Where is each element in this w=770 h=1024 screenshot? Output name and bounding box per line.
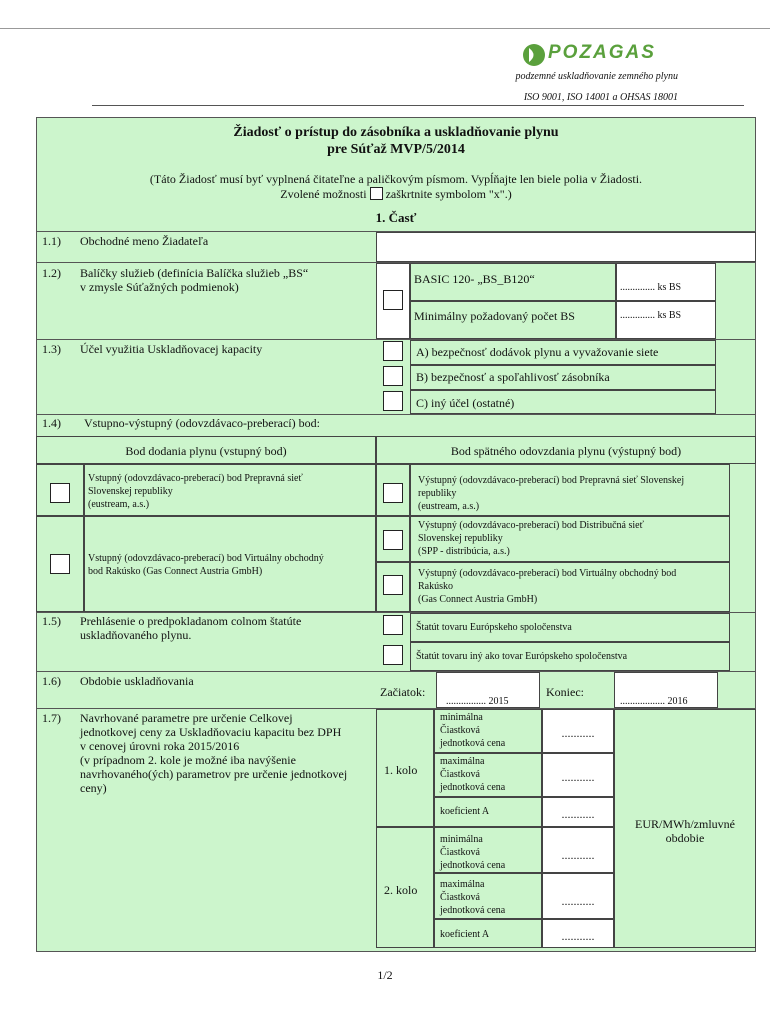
- s14-right1-line2: republiky: [418, 488, 457, 499]
- r2-max-dots: ...........: [561, 894, 595, 908]
- s16-start-label: Začiatok:: [380, 685, 426, 699]
- s13-opt-b-label: B) bezpečnosť a spoľahlivosť zásobníka: [416, 370, 610, 384]
- s15-number: 1.5): [42, 614, 61, 628]
- rule-1-4: [36, 414, 756, 415]
- r2-max-line1: maximálna: [440, 879, 485, 890]
- s15-opt2-label: Štatút tovaru iný ako tovar Európskeho spoločenstva: [416, 651, 628, 662]
- s13-opt-c-checkbox[interactable]: [383, 391, 403, 411]
- s11-number: 1.1): [42, 234, 61, 248]
- company-name-field[interactable]: [376, 232, 756, 262]
- s13-opt-c-label: C) iný účel (ostatné): [416, 396, 515, 410]
- s14-left2-line1: Vstupný (odovzdávaco-preberací) bod Virtuálny obchodný: [88, 553, 324, 564]
- s14-right2-line1: Výstupný (odovzdávaco-preberací) bod Distribučná sieť: [418, 520, 644, 531]
- s17-round2-label: 2. kolo: [384, 883, 418, 897]
- s16-label: Obdobie uskladňovania: [80, 674, 194, 688]
- s14-right3-line2: Rakúsko: [418, 581, 453, 592]
- instructions-line2-a: Zvolené možnosti: [280, 187, 367, 201]
- r1-coef-dots: ...........: [561, 807, 595, 821]
- s14-right3-checkbox[interactable]: [383, 575, 403, 595]
- s12-basic-label: BASIC 120- „BS_B120“: [414, 272, 535, 286]
- instructions-line1: (Táto Žiadosť musí byť vyplnená čitateľne a paličkovým písmom. Vypĺňajte len biele polia v Žiadosti.: [149, 172, 643, 186]
- logo-text: POZAGAS: [548, 42, 656, 63]
- part-heading: 1. Časť: [375, 210, 417, 225]
- s12-basic-count: .............. ks BS: [620, 282, 682, 293]
- s15-label-1: Prehlásenie o predpokladanom colnom štatúte: [80, 614, 302, 628]
- form-title-line1: Žiadosť o prístup do zásobníka a uskladňovanie plynu: [233, 125, 559, 140]
- r2-min-line2: Čiastková: [440, 847, 480, 858]
- s13-opt-a-label: A) bezpečnosť dodávok plynu a vyvažovanie siete: [416, 345, 659, 359]
- checkbox-sample-icon: [370, 187, 383, 200]
- r2-max-line2: Čiastková: [440, 892, 480, 903]
- s14-number: 1.4): [42, 416, 61, 430]
- s11-label: Obchodné meno Žiadateľa: [80, 234, 209, 248]
- r1-min-line3: jednotková cena: [440, 738, 506, 749]
- s17-label-5: navrhovaného(ých) parametrov pre určenie jednotkovej: [80, 767, 348, 781]
- s17-label-1: Navrhované parametre pre určenie Celkovej: [80, 711, 293, 725]
- s14-left1-line2: Slovenskej republiky: [88, 486, 173, 497]
- s13-opt-a-checkbox[interactable]: [383, 341, 403, 361]
- s14-left1-line3: (eustream, a.s.): [88, 499, 150, 510]
- s16-end-label: Koniec:: [546, 685, 584, 699]
- r1-coef-label: koeficient A: [440, 806, 490, 817]
- s13-opt-b-checkbox[interactable]: [383, 366, 403, 386]
- s16-number: 1.6): [42, 674, 61, 688]
- r2-coef-dots: ...........: [561, 929, 595, 943]
- s12-number: 1.2): [42, 266, 61, 280]
- r1-max-line3: jednotková cena: [440, 782, 506, 793]
- s17-label-2: jednotkovej ceny za Uskladňovaciu kapacitu bez DPH: [80, 725, 342, 739]
- top-rule: [0, 28, 770, 29]
- r2-min-dots: ...........: [561, 848, 595, 862]
- s14-right1-line3: (eustream, a.s.): [418, 501, 480, 512]
- s17-number: 1.7): [42, 711, 61, 725]
- s16-start-value: ................ 2015: [446, 696, 509, 707]
- s12-min-count: .............. ks BS: [620, 310, 682, 321]
- s15-opt1-label: Štatút tovaru Európskeho spoločenstva: [416, 622, 572, 633]
- s14-col-left: Bod dodania plynu (vstupný bod): [125, 444, 287, 458]
- s15-opt1-checkbox[interactable]: [383, 615, 403, 635]
- s14-right1-line1: Výstupný (odovzdávaco-preberací) bod Prepravná sieť Slovenskej: [418, 475, 685, 486]
- s14-right3-line3: (Gas Connect Austria GmbH): [418, 594, 538, 605]
- r1-min-dots: ...........: [561, 726, 595, 740]
- iso-line: ISO 9001, ISO 14001 a OHSAS 18001: [523, 92, 678, 103]
- r1-max-line1: maximálna: [440, 756, 485, 767]
- s14-right2-line2: Slovenskej republiky: [418, 533, 503, 544]
- form-title-line2: pre Súťaž MVP/5/2014: [327, 142, 465, 157]
- s14-right1-checkbox[interactable]: [383, 483, 403, 503]
- r2-coef-label: koeficient A: [440, 929, 490, 940]
- s15-opt2-checkbox[interactable]: [383, 645, 403, 665]
- header-rule: [92, 105, 744, 106]
- r2-max-line3: jednotková cena: [440, 905, 506, 916]
- s14-label: Vstupno-výstupný (odovzdávaco-preberací) bod:: [84, 416, 320, 430]
- s14-left2-checkbox[interactable]: [50, 554, 70, 574]
- s17-unit-line1: EUR/MWh/zmluvné: [635, 817, 735, 831]
- s15-label-2: uskladňovaného plynu.: [80, 628, 192, 642]
- s17-label-4: (v prípadnom 2. kole je možné iba navýšenie: [80, 753, 296, 767]
- s12-basic-checkbox[interactable]: [383, 290, 403, 310]
- r2-min-line1: minimálna: [440, 834, 483, 845]
- r1-max-line2: Čiastková: [440, 769, 480, 780]
- r1-min-line2: Čiastková: [440, 725, 480, 736]
- page-number: 1/2: [377, 968, 393, 982]
- s12-min-label: Minimálny požadovaný počet BS: [414, 309, 575, 323]
- s17-round1-label: 1. kolo: [384, 763, 418, 777]
- s14-left2-line2: bod Rakúsko (Gas Connect Austria GmbH): [88, 566, 263, 577]
- s12-label-2: v zmysle Súťažných podmienok): [80, 280, 239, 294]
- instructions-line2: [36, 187, 756, 201]
- r1-max-dots: ...........: [561, 770, 595, 784]
- s14-col-right: Bod spätného odovzdania plynu (výstupný bod): [450, 444, 682, 458]
- s14-left1-line1: Vstupný (odovzdávaco-preberací) bod Prepravná sieť: [88, 473, 303, 484]
- s14-right2-line3: (SPP - distribúcia, a.s.): [418, 546, 510, 557]
- s14-right2-checkbox[interactable]: [383, 530, 403, 550]
- instructions-line2-b: zaškrtnite symbolom "x".): [385, 187, 512, 201]
- company-subtitle: podzemné uskladňovanie zemného plynu: [515, 71, 678, 82]
- s17-unit-line2: obdobie: [665, 831, 705, 845]
- s13-number: 1.3): [42, 342, 61, 356]
- s14-right3-line1: Výstupný (odovzdávaco-preberací) bod Virtuálny obchodný bod: [418, 568, 677, 579]
- s17-label-3: v cenovej úrovni roka 2015/2016: [80, 739, 240, 753]
- r1-min-line1: minimálna: [440, 712, 483, 723]
- r2-min-line3: jednotková cena: [440, 860, 506, 871]
- s14-left1-checkbox[interactable]: [50, 483, 70, 503]
- s17-label-6: ceny): [80, 781, 107, 795]
- s12-label-1: Balíčky služieb (definícia Balíčka služieb „BS“: [80, 266, 309, 280]
- s13-label: Účel využitia Uskladňovacej kapacity: [80, 342, 263, 356]
- s16-end-value: .................. 2016: [620, 696, 688, 707]
